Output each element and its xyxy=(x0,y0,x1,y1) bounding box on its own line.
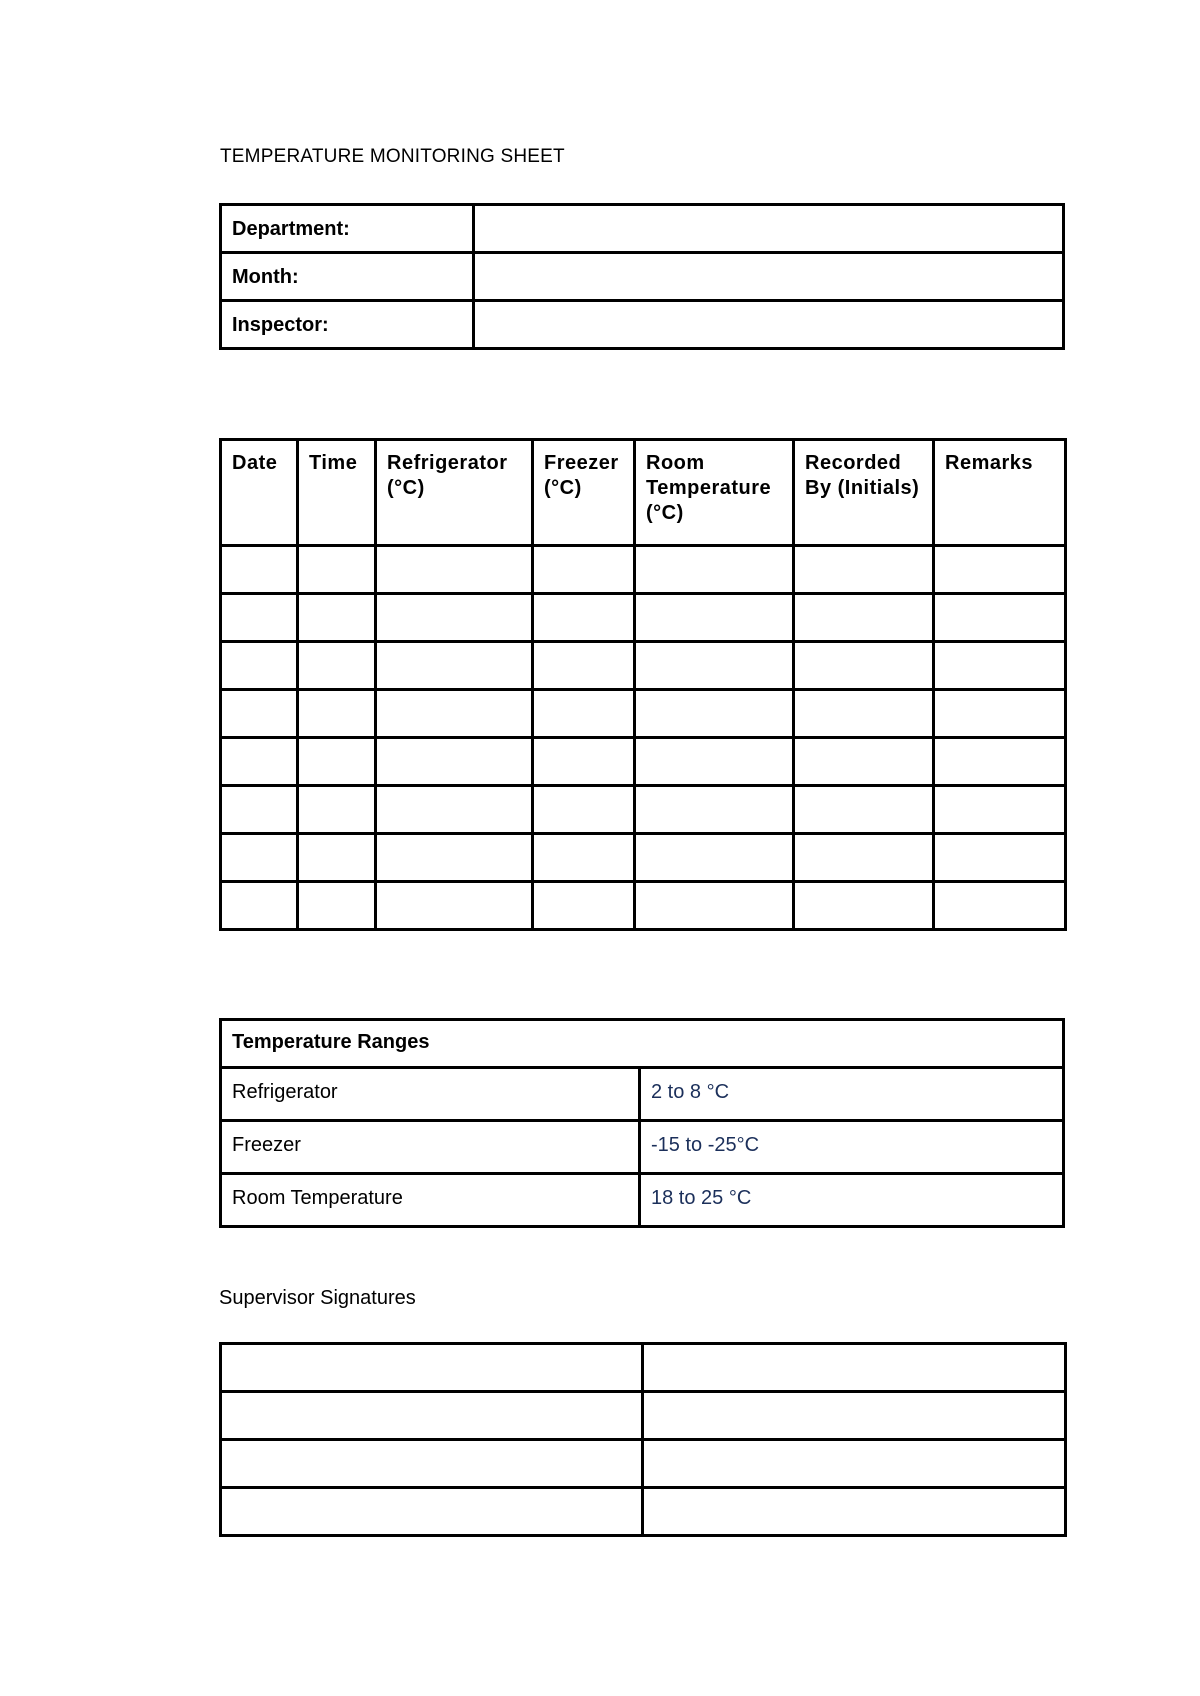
log-cell[interactable] xyxy=(533,882,635,930)
log-header-time: Time xyxy=(298,440,376,546)
department-field[interactable] xyxy=(474,205,1064,253)
log-cell[interactable] xyxy=(934,738,1066,786)
log-cell[interactable] xyxy=(298,738,376,786)
log-cell[interactable] xyxy=(298,786,376,834)
ranges-title: Temperature Ranges xyxy=(221,1020,1064,1068)
log-cell[interactable] xyxy=(221,738,298,786)
log-cell[interactable] xyxy=(376,546,533,594)
log-cell[interactable] xyxy=(533,594,635,642)
log-header-room-temperature: Room Temperature (°C) xyxy=(635,440,794,546)
log-cell[interactable] xyxy=(934,642,1066,690)
log-header-date: Date xyxy=(221,440,298,546)
log-cell[interactable] xyxy=(794,834,934,882)
signature-row xyxy=(221,1344,1066,1392)
range-label-refrigerator: Refrigerator xyxy=(221,1068,640,1121)
log-cell[interactable] xyxy=(533,642,635,690)
log-cell[interactable] xyxy=(794,786,934,834)
signature-cell[interactable] xyxy=(643,1392,1066,1440)
document-title: TEMPERATURE MONITORING SHEET xyxy=(220,146,565,167)
temperature-log-table xyxy=(219,438,1067,931)
log-cell[interactable] xyxy=(635,786,794,834)
range-label-freezer: Freezer xyxy=(221,1121,640,1174)
log-cell[interactable] xyxy=(376,594,533,642)
log-cell[interactable] xyxy=(934,834,1066,882)
log-row xyxy=(221,642,1066,690)
log-cell[interactable] xyxy=(376,642,533,690)
log-row xyxy=(221,882,1066,930)
signature-row xyxy=(221,1440,1066,1488)
log-header-row xyxy=(221,440,1066,546)
log-cell[interactable] xyxy=(635,834,794,882)
log-header-remarks: Remarks xyxy=(934,440,1066,546)
signature-cell[interactable] xyxy=(643,1344,1066,1392)
log-cell[interactable] xyxy=(635,738,794,786)
log-cell[interactable] xyxy=(934,594,1066,642)
info-row-inspector xyxy=(221,301,1064,349)
log-header-freezer: Freezer (°C) xyxy=(533,440,635,546)
log-cell[interactable] xyxy=(533,546,635,594)
range-row-freezer xyxy=(221,1121,1064,1174)
log-header-refrigerator: Refrigerator (°C) xyxy=(376,440,533,546)
info-label-department: Department: xyxy=(221,205,474,253)
log-cell[interactable] xyxy=(934,882,1066,930)
log-cell[interactable] xyxy=(376,786,533,834)
log-cell[interactable] xyxy=(221,834,298,882)
log-cell[interactable] xyxy=(635,642,794,690)
range-row-refrigerator xyxy=(221,1068,1064,1121)
log-cell[interactable] xyxy=(794,546,934,594)
log-cell[interactable] xyxy=(635,882,794,930)
log-cell[interactable] xyxy=(794,594,934,642)
log-cell[interactable] xyxy=(376,834,533,882)
month-field[interactable] xyxy=(474,253,1064,301)
log-body xyxy=(221,546,1066,930)
log-cell[interactable] xyxy=(298,834,376,882)
log-cell[interactable] xyxy=(376,738,533,786)
log-cell[interactable] xyxy=(298,882,376,930)
log-cell[interactable] xyxy=(221,882,298,930)
log-cell[interactable] xyxy=(298,690,376,738)
range-row-room-temperature xyxy=(221,1174,1064,1227)
log-cell[interactable] xyxy=(934,690,1066,738)
log-cell[interactable] xyxy=(635,594,794,642)
range-value-refrigerator: 2 to 8 °C xyxy=(640,1068,1064,1121)
log-cell[interactable] xyxy=(376,690,533,738)
log-cell[interactable] xyxy=(794,690,934,738)
info-label-inspector: Inspector: xyxy=(221,301,474,349)
log-cell[interactable] xyxy=(533,738,635,786)
log-cell[interactable] xyxy=(934,786,1066,834)
log-cell[interactable] xyxy=(635,690,794,738)
log-row xyxy=(221,594,1066,642)
log-cell[interactable] xyxy=(533,786,635,834)
log-row xyxy=(221,546,1066,594)
info-row-department xyxy=(221,205,1064,253)
log-cell[interactable] xyxy=(794,882,934,930)
log-header-recorded-by: Recorded By (Initials) xyxy=(794,440,934,546)
log-cell[interactable] xyxy=(221,786,298,834)
log-cell[interactable] xyxy=(934,546,1066,594)
info-row-month xyxy=(221,253,1064,301)
log-cell[interactable] xyxy=(221,642,298,690)
signature-cell[interactable] xyxy=(221,1392,643,1440)
log-cell[interactable] xyxy=(221,690,298,738)
log-row xyxy=(221,834,1066,882)
log-cell[interactable] xyxy=(794,738,934,786)
ranges-title-row xyxy=(221,1020,1064,1068)
temperature-ranges-table xyxy=(219,1018,1065,1228)
log-row xyxy=(221,786,1066,834)
signature-cell[interactable] xyxy=(221,1344,643,1392)
range-value-freezer: -15 to -25°C xyxy=(640,1121,1064,1174)
log-cell[interactable] xyxy=(298,642,376,690)
supervisor-signatures-heading: Supervisor Signatures xyxy=(219,1287,416,1309)
log-cell[interactable] xyxy=(533,834,635,882)
log-cell[interactable] xyxy=(221,546,298,594)
info-label-month: Month: xyxy=(221,253,474,301)
log-cell[interactable] xyxy=(533,690,635,738)
supervisor-signatures-table xyxy=(219,1342,1067,1537)
log-cell[interactable] xyxy=(298,546,376,594)
log-cell[interactable] xyxy=(635,546,794,594)
signature-cell[interactable] xyxy=(221,1488,643,1536)
log-cell[interactable] xyxy=(794,642,934,690)
log-row xyxy=(221,738,1066,786)
signature-row xyxy=(221,1488,1066,1536)
log-cell[interactable] xyxy=(221,594,298,642)
log-cell[interactable] xyxy=(376,882,533,930)
signature-cell[interactable] xyxy=(643,1440,1066,1488)
signature-cell[interactable] xyxy=(221,1440,643,1488)
signature-row xyxy=(221,1392,1066,1440)
signature-cell[interactable] xyxy=(643,1488,1066,1536)
range-value-room-temperature: 18 to 25 °C xyxy=(640,1174,1064,1227)
inspector-field[interactable] xyxy=(474,301,1064,349)
range-label-room-temperature: Room Temperature xyxy=(221,1174,640,1227)
info-table xyxy=(219,203,1065,350)
log-cell[interactable] xyxy=(298,594,376,642)
log-row xyxy=(221,690,1066,738)
